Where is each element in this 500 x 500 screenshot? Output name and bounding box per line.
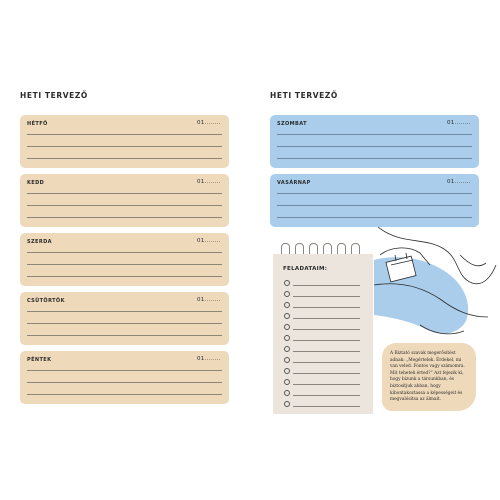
writing-line [277,158,472,159]
writing-line [277,205,472,206]
date-field: 01........ [447,120,471,126]
hand-illustration-icon [360,225,500,355]
writing-line [27,323,222,324]
writing-line [277,217,472,218]
writing-line [27,158,222,159]
task-item[interactable] [284,280,360,288]
quote-text: A Biztató szavak megerősítést adnak: „Megértelek. Érdekel, mi van veled. Fontos vagy számomra. Mit tehetek érted?” Azt fejezik ki, hogy bízunk a társunkban, és biztosítjuk abban, hogy kibontakoztassa a képességeit és megvalósítsa az álmait. [390,351,465,403]
quote-box [382,343,476,411]
date-field: 01........ [197,238,221,244]
day-card-friday [20,351,229,404]
tasks-title: FELADATAIM: [283,266,328,272]
writing-line [27,335,222,336]
day-card-tuesday [20,174,229,227]
writing-line [27,382,222,383]
tasks-note [273,254,373,414]
task-item[interactable] [284,313,360,321]
writing-line [277,193,472,194]
day-label: VASÁRNAP [277,180,311,186]
date-field: 01........ [197,356,221,362]
writing-line [277,134,472,135]
writing-line [27,193,222,194]
date-field: 01........ [197,120,221,126]
task-item[interactable] [284,346,360,354]
writing-line [27,252,222,253]
writing-line [27,217,222,218]
day-card-wednesday [20,233,229,286]
task-item[interactable] [284,401,360,409]
task-item[interactable] [284,379,360,387]
date-field: 01........ [447,179,471,185]
date-field: 01........ [197,297,221,303]
writing-line [27,146,222,147]
day-label: CSÜTÖRTÖK [27,298,65,304]
date-field: 01........ [197,179,221,185]
writing-line [27,264,222,265]
writing-line [277,146,472,147]
day-card-thursday [20,292,229,345]
task-item[interactable] [284,291,360,299]
task-item[interactable] [284,335,360,343]
page-heading-right: HETI TERVEZŐ [270,91,338,100]
page-heading: HETI TERVEZŐ [20,91,88,100]
task-item[interactable] [284,357,360,365]
day-label: HÉTFŐ [27,121,48,127]
writing-line [27,311,222,312]
writing-line [27,134,222,135]
day-label: PÉNTEK [27,357,52,363]
task-item[interactable] [284,302,360,310]
day-card-monday [20,115,229,168]
writing-line [27,394,222,395]
writing-line [27,370,222,371]
task-item[interactable] [284,324,360,332]
day-label: SZOMBAT [277,121,307,127]
day-card-saturday [270,115,479,168]
task-item[interactable] [284,390,360,398]
writing-line [27,276,222,277]
writing-line [27,205,222,206]
day-card-sunday [270,174,479,227]
day-label: KEDD [27,180,45,186]
day-label: SZERDA [27,239,52,245]
task-item[interactable] [284,368,360,376]
